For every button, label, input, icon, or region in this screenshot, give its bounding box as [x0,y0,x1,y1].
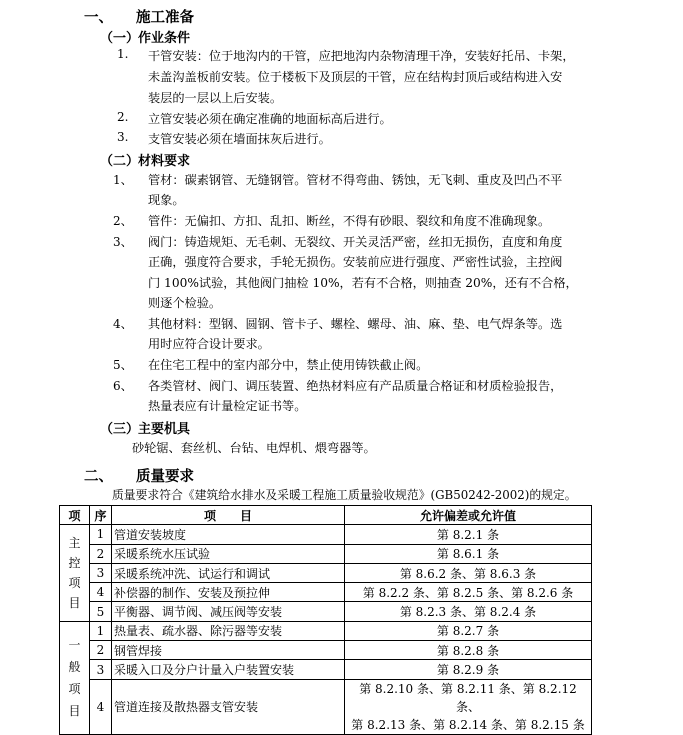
item-cell: 热量表、疏水器、除污器等安装 [112,621,345,640]
item-cell: 采暖系统水压试验 [112,544,345,563]
table-row [60,525,592,544]
list-item-number: 1、 [113,173,133,187]
seq-cell: 2 [90,641,112,660]
seq-cell: 5 [90,602,112,621]
item-cell: 平衡器、调节阀、减压阀等安装 [112,602,345,621]
list-item-number: 5、 [113,358,133,372]
table-row [60,660,592,679]
item-cell: 采暖系统冲洗、试运行和调试 [112,563,345,582]
header-seq: 序 [90,506,112,525]
list-item-line: 门 100%试验，其他阀门抽检 10%，若有不合格，则抽查 20%，还有不合格， [148,276,578,290]
value-line: 第 8.2.10 条、第 8.2.11 条、第 8.2.12 条、 [359,681,577,714]
subsection-2-label: （二） [100,154,140,169]
subsection-3-label: （三） [100,422,140,437]
list-item-line: 在住宅工程中的室内部分中，禁止使用铸铁截止阀。 [148,358,429,372]
quality-table [59,505,592,735]
header-item: 项 目 [112,506,345,525]
list-item-line: 则逐个检验。 [148,296,222,310]
section-1-number: 一、 [84,9,113,26]
list-item-line: 立管安装必须在确定准确的地面标高后进行。 [148,112,392,126]
subsection-1-title: 作业条件 [138,31,191,46]
value-cell: 第 8.2.3 条、第 8.2.4 条 [345,602,592,621]
list-item-line: 管件：无偏扣、方扣、乱扣、断丝，不得有砂眼、裂纹和角度不准确现象。 [148,214,551,228]
list-item-number: 3. [117,130,129,144]
list-item-line: 未盖沟盖板前安装。位于楼板下及顶层的干管，应在结构封顶后或结构进入安 [148,70,563,84]
seq-cell: 1 [90,621,112,640]
value-cell: 第 8.2.7 条 [345,621,592,640]
item-cell: 管道安装坡度 [112,525,345,544]
list-item-line: 用时应符合设计要求。 [148,337,270,351]
seq-cell: 1 [90,525,112,544]
section-2-intro: 质量要求符合《建筑给水排水及采暖工程施工质量验收规范》(GB50242-2002)的规定。 [112,488,577,502]
list-item-number: 2、 [113,214,133,228]
list-item-number: 1. [117,47,129,61]
value-cell [345,679,592,734]
seq-cell: 4 [90,679,112,734]
table-row [60,602,592,621]
section-1-title: 施工准备 [136,9,194,26]
value-cell: 第 8.2.2 条、第 8.2.5 条、第 8.2.6 条 [345,583,592,602]
section-2-number: 二、 [84,468,113,485]
list-item-number: 4、 [113,317,133,331]
list-item-line: 阀门：铸造规矩、无毛刺、无裂纹、开关灵活严密，丝扣无损伤，直度和角度 [148,235,563,249]
table-row [60,563,592,582]
category-general [60,621,90,734]
table-header-row [60,506,592,525]
value-cell: 第 8.2.8 条 [345,641,592,660]
list-item-number: 2. [117,110,129,124]
category-label: 一般项目 [68,637,81,718]
table-row [60,544,592,563]
list-item-line: 热量表应有计量检定证书等。 [148,399,307,413]
category-label: 主控项目 [68,536,81,611]
value-line: 第 8.2.13 条、第 8.2.14 条、第 8.2.15 条 [351,717,585,732]
subsection-3-title: 主要机具 [138,422,191,437]
list-item-line: 干管安装：位于地沟内的干管，应把地沟内杂物清理干净，安装好托吊、卡架， [148,49,575,63]
subsection-2-title: 材料要求 [138,154,191,169]
list-item-line: 正确，强度符合要求，手轮无损伤。安装前应进行强度、严密性试验，主控阀 [148,255,563,269]
table-row [60,583,592,602]
header-value: 允许偏差或允许值 [345,506,592,525]
table-row [60,679,592,734]
seq-cell: 3 [90,660,112,679]
section-2-title: 质量要求 [136,468,194,485]
value-cell: 第 8.6.1 条 [345,544,592,563]
list-item-line: 其他材料：型钢、圆钢、管卡子、螺栓、螺母、油、麻、垫、电气焊条等。选 [148,317,563,331]
item-cell: 采暖入口及分户计量入户装置安装 [112,660,345,679]
value-cell: 第 8.2.1 条 [345,525,592,544]
seq-cell: 3 [90,563,112,582]
list-item-line: 管材：碳素钢管、无缝钢管。管材不得弯曲、锈蚀，无飞刺、重皮及凹凸不平 [148,173,563,187]
header-category: 项 [60,506,90,525]
list-item-line: 支管安装必须在墙面抹灰后进行。 [148,132,331,146]
list-item-line: 各类管材、阀门、调压装置、绝热材料应有产品质量合格证和材质检验报告， [148,379,563,393]
seq-cell: 2 [90,544,112,563]
item-cell: 管道连接及散热器支管安装 [112,679,345,734]
category-main-control [60,525,90,621]
list-item-number: 3、 [113,235,133,249]
list-item-line: 现象。 [148,193,185,207]
value-cell: 第 8.6.2 条、第 8.6.3 条 [345,563,592,582]
seq-cell: 4 [90,583,112,602]
tools-text: 砂轮锯、套丝机、台钻、电焊机、煨弯器等。 [132,441,376,455]
list-item-number: 6、 [113,379,133,393]
list-item-line: 装层的一层以上后安装。 [148,91,283,105]
table-row [60,641,592,660]
value-cell: 第 8.2.9 条 [345,660,592,679]
item-cell: 补偿器的制作、安装及预拉伸 [112,583,345,602]
table-row [60,621,592,640]
subsection-1-label: （一） [100,31,140,46]
item-cell: 钢管焊接 [112,641,345,660]
